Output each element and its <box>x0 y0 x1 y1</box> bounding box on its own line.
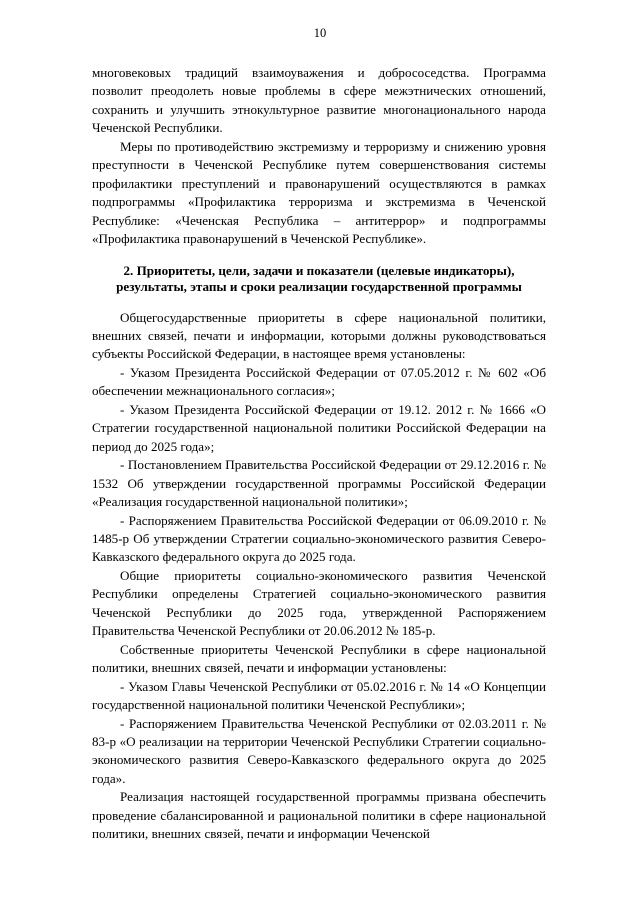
list-item-decree-14: - Указом Главы Чеченской Республики от 05.02.2016 г. № 14 «О Концепции государственной национальной политики Чеченской Республики»; <box>92 678 546 713</box>
list-item-order-1485: - Распоряжением Правительства Российской Федерации от 06.09.2010 г. № 1485-р Об утверждении Стратегии социально-экономического развития Северо-Кавказского федерального округа до 2025 года. <box>92 512 546 565</box>
document-body <box>92 64 546 844</box>
paragraph-regional-strategy: Общие приоритеты социально-экономического развития Чеченской Республики определены Стратегией социально-экономического развития Чеченской Республики до 2025 года, утвержденной Распоряжением Правительства Чеченской Республики от 20.06.2012 № 185-р. <box>92 567 546 639</box>
list-item-order-83: - Распоряжением Правительства Чеченской Республики от 02.03.2011 г. № 83-р «О реализации на территории Чеченской Республики Стратегии социально-экономического развития Северо-Кавказского федерального округа до 2025 года». <box>92 715 546 786</box>
paragraph-continuation: многовековых традиций взаимоуважения и добрососедства. Программа позволит преодолеть новые проблемы в сфере межэтнических отношений, сохранить и улучшить этнокультурное развитие многонационального народа Чеченской Республики. <box>92 65 546 136</box>
paragraph-own-priorities: Собственные приоритеты Чеченской Республики в сфере национальной политики, внешних связей, печати и информации установлены: <box>92 641 546 676</box>
paragraph-program-implementation: Реализация настоящей государственной программы призвана обеспечить проведение сбалансированной и рациональной политики в сфере национальной политики, внешних связей, печати и информации Чеченской <box>92 789 546 842</box>
list-item-decree-602: - Указом Президента Российской Федерации от 07.05.2012 г. № 602 «Об обеспечении межнационального согласия»; <box>92 364 546 399</box>
section-heading: 2. Приоритеты, цели, задачи и показатели (целевые индикаторы), результаты, этапы и сроки реализации государственной программы <box>116 262 522 294</box>
list-item-resolution-1532: - Постановлением Правительства Российской Федерации от 29.12.2016 г. № 1532 Об утверждении государственной программы Российской Федерации «Реализация государственной национальной политики»; <box>92 457 546 510</box>
page-number: 10 <box>313 26 327 40</box>
paragraph-federal-priorities: Общегосударственные приоритеты в сфере национальной политики, внешних связей, печати и информации, которыми должны руководствоваться субъекты Российской Федерации, в настоящее время установлены: <box>92 309 546 362</box>
paragraph-extremism-measures: Меры по противодействию экстремизму и терроризму и снижению уровня преступности в Чеченской Республике путем совершенствования системы профилактики преступлений и правонарушений осуществляются в рамках подпрограммы «Профилактика терроризма и экстремизма в Чеченской Республике: «Чеченская Республика – антитеррор» и подпрограммы «Профилактика правонарушений в Чеченской Республике». <box>92 138 546 247</box>
list-item-decree-1666: - Указом Президента Российской Федерации от 19.12. 2012 г. № 1666 «О Стратегии государственной национальной политики Российской Федерации на период до 2025 года»; <box>92 401 546 454</box>
